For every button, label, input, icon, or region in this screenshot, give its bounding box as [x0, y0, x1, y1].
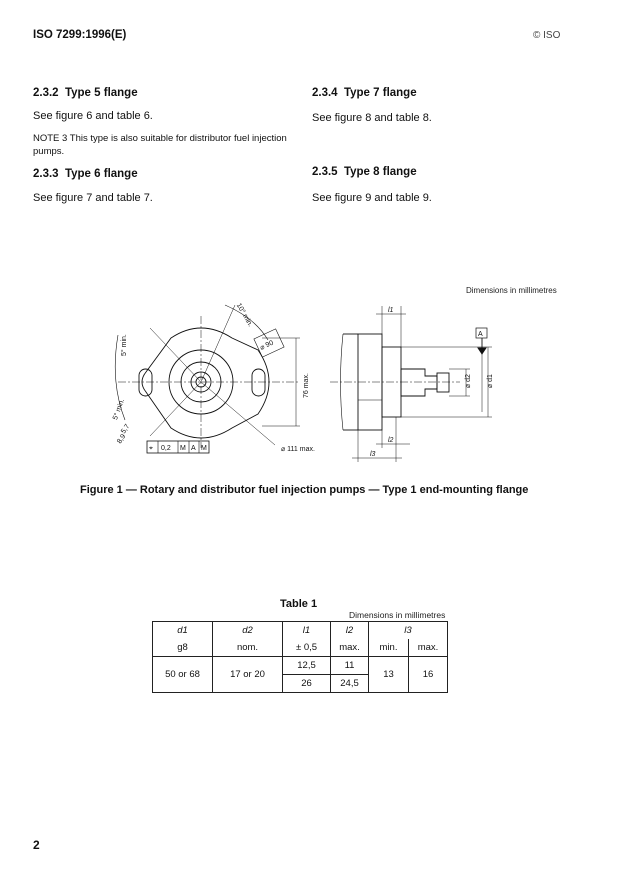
label-l1: l1	[388, 307, 394, 314]
cell-l2-a: 11	[331, 657, 369, 675]
table-row	[153, 657, 448, 675]
cell-l1-a: 12,5	[283, 657, 331, 675]
label-8-9: 8,9	[116, 433, 128, 446]
section-2-3-4-text: See figure 8 and table 8.	[312, 112, 432, 124]
label-dia-111: ⌀ 111 max.	[281, 446, 315, 453]
cell-l3-max: 16	[409, 657, 448, 693]
section-2-3-2-heading: 2.3.2 Type 5 flange	[33, 87, 138, 99]
table-subheader-row	[153, 639, 448, 657]
datum-label: A	[478, 331, 483, 338]
header-d2: d2	[242, 625, 253, 636]
label-angle-10: 10° min.	[234, 302, 254, 329]
label-d2: ⌀ d2	[465, 374, 472, 388]
header-l3: l3	[404, 625, 412, 636]
tolerance-value: 0,2	[161, 445, 171, 452]
flange-drawing	[0, 295, 619, 475]
sub-l1: ± 0,5	[283, 639, 331, 657]
cell-l1-b: 26	[283, 675, 331, 693]
side-view-tip	[437, 373, 449, 392]
table-1	[152, 621, 448, 693]
section-2-3-5-heading: 2.3.5 Type 8 flange	[312, 166, 417, 178]
sub-d1: g8	[153, 639, 213, 657]
sub-l3-max: max.	[409, 639, 448, 657]
section-2-3-5-text: See figure 9 and table 9.	[312, 192, 432, 204]
header-d1: d1	[177, 625, 188, 636]
table-dimensions-note: Dimensions in millimetres	[349, 610, 446, 620]
section-2-3-3-heading: 2.3.3 Type 6 flange	[33, 168, 138, 180]
cell-d2: 17 or 20	[213, 657, 283, 693]
table-title: Table 1	[280, 598, 318, 610]
tolerance-modifier-1: M	[180, 445, 186, 452]
note-3: NOTE 3 This type is also suitable for distributor fuel injection pumps.	[33, 133, 287, 157]
slot-right	[252, 369, 265, 396]
label-angle-5b: 5° min.	[112, 397, 127, 421]
cell-l2-b: 24,5	[331, 675, 369, 693]
copyright: © ISO	[533, 30, 561, 41]
section-2-3-2-text: See figure 6 and table 6.	[33, 110, 153, 122]
side-view-shaft	[401, 369, 437, 396]
label-76-max: 76 max.	[303, 373, 310, 398]
header-l2: l2	[345, 625, 354, 636]
tolerance-modifier-2: M	[201, 445, 207, 452]
sub-d2: nom.	[213, 639, 283, 657]
tolerance-symbol: ⌖	[149, 445, 153, 452]
header-l1: l1	[302, 625, 311, 636]
label-l3: l3	[370, 451, 376, 458]
figure-dimensions-note: Dimensions in millimetres	[466, 286, 557, 295]
label-dia-90: ⌀ 90	[259, 339, 275, 352]
sub-l2: max.	[331, 639, 369, 657]
sub-l3-min: min.	[369, 639, 409, 657]
tolerance-datum: A	[191, 445, 196, 452]
label-d1: ⌀ d1	[487, 374, 494, 388]
document-id: ISO 7299:1996(E)	[33, 29, 127, 41]
section-2-3-4-heading: 2.3.4 Type 7 flange	[312, 87, 417, 99]
cell-d1: 50 or 68	[153, 657, 213, 693]
figure-caption: Figure 1 — Rotary and distributor fuel injection pumps — Type 1 end-mounting flange	[80, 484, 529, 496]
page-number: 2	[33, 838, 40, 852]
cell-l3-min: 13	[369, 657, 409, 693]
label-l2: l2	[388, 437, 394, 444]
table-header-row	[153, 622, 448, 640]
label-angle-5a: 5° min.	[121, 334, 128, 356]
label-5-7: 5,7	[120, 423, 132, 436]
section-2-3-3-text: See figure 7 and table 7.	[33, 192, 153, 204]
